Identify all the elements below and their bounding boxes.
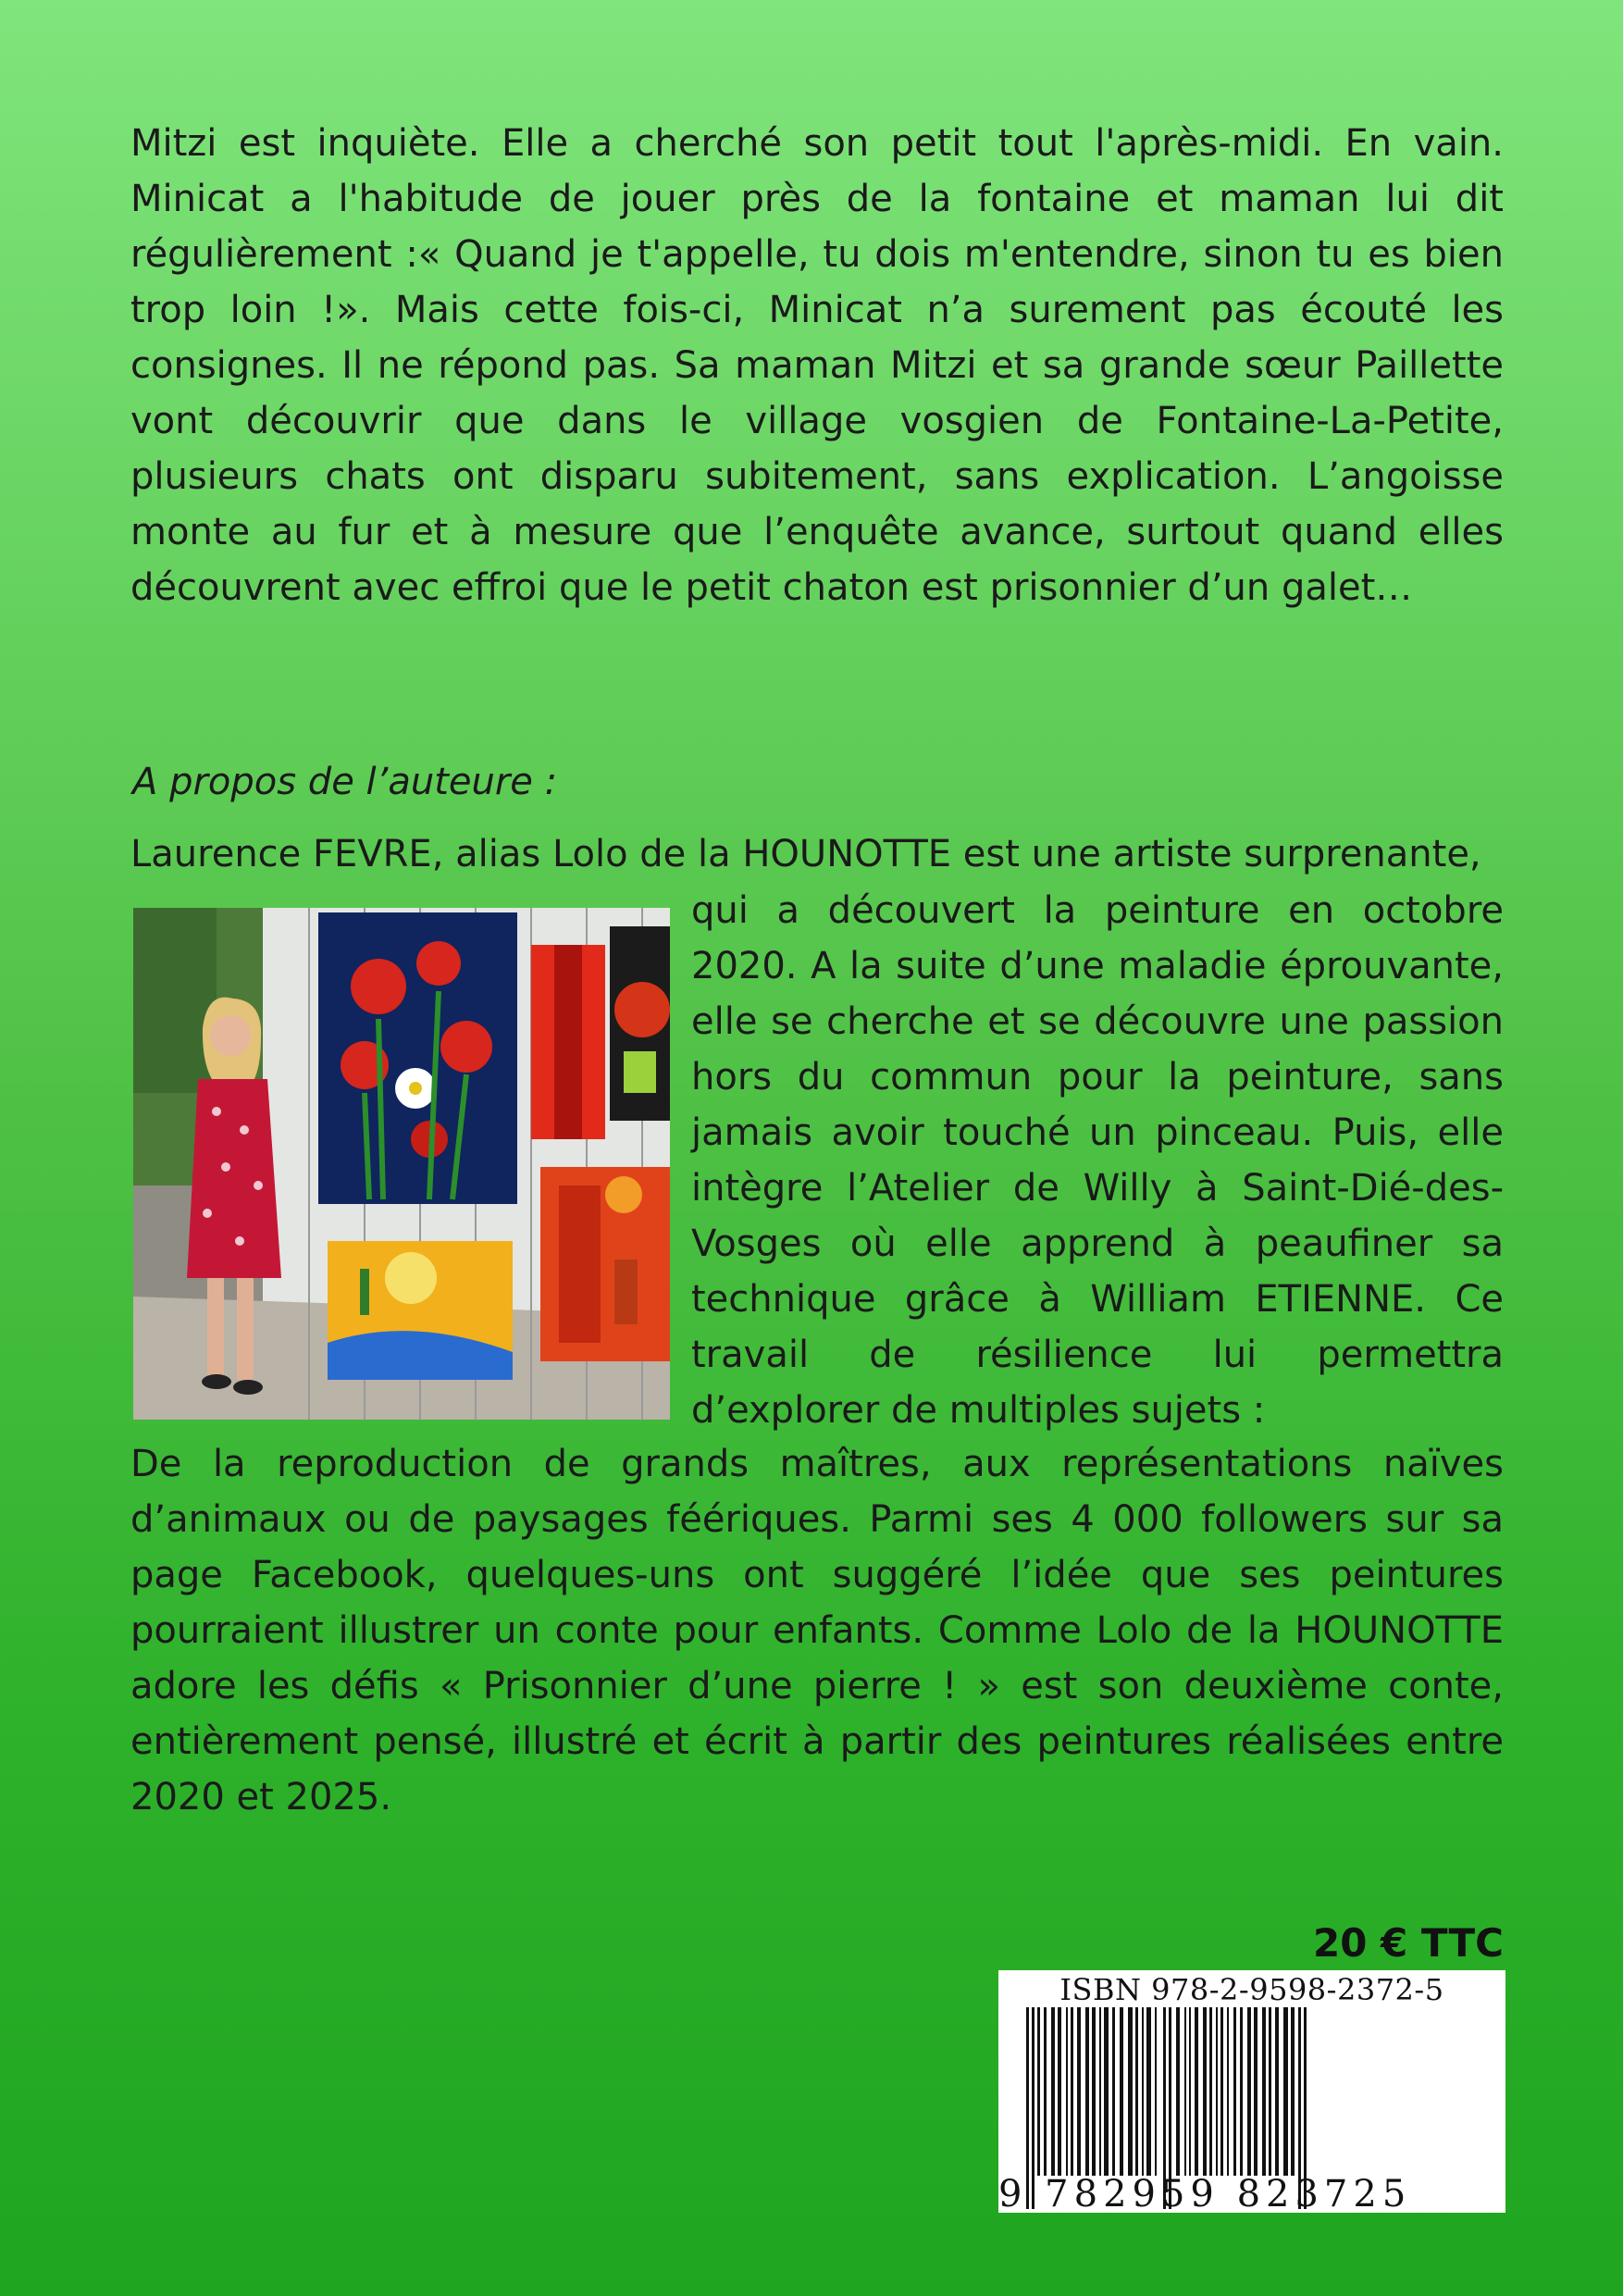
about-author-heading: A propos de l’auteure : bbox=[132, 761, 558, 803]
author-bio-continuation: De la reproduction de grands maîtres, aux représentations naïves d’animaux ou de paysages féériques. Parmi ses 4 000 followers sur sa page Facebook, quelques-uns ont suggéré l’idée que ses peintures pourraient illustrer un conte pour enfants. Comme Lolo de la HOUNOTTE adore les défis « Prisonnier d’une pierre ! » est son deuxième conte, entièrement pensé, illustré et écrit à partir des peintures réalisées entre 2020 et 2025. bbox=[130, 1443, 1504, 1818]
price-label: 20 € TTC bbox=[1312, 1920, 1504, 1966]
synopsis-paragraph: Mitzi est inquiète. Elle a cherché son petit tout l'après-midi. En vain. Minicat a l'habitude de jouer près de la fontaine et maman lui dit régulièrement :« Quand je t'appelle, tu dois m'entendre, sinon tu es bien trop loin !». Mais cette fois-ci, Minicat n’a surement pas écouté les consignes. Il ne répond pas. Sa maman Mitzi et sa grande sœur Paillette vont découvrir que dans le village vosgien de Fontaine-La-Petite, plusieurs chats ont disparu subitement, sans explication. L’angoisse monte au fur et à mesure que l’enquête avance, surtout quand elles découvrent avec effroi que le petit chaton est prisonnier d’un galet… bbox=[130, 122, 1504, 609]
isbn-label: ISBN 978-2-9598-2372-5 bbox=[1059, 1972, 1444, 2007]
author-photo bbox=[133, 908, 670, 1420]
barcode-digits: 9 782959 823725 bbox=[998, 2173, 1412, 2215]
isbn-barcode bbox=[998, 1970, 1505, 2213]
author-intro-line: Laurence FEVRE, alias Lolo de la HOUNOTTE est une artiste surprenante, bbox=[130, 833, 1481, 875]
author-bio-side-text: qui a découvert la peinture en octobre 2020. A la suite d’une maladie éprouvante, elle se cherche et se découvre une passion hors du commun pour la peinture, sans jamais avoir touché un pinceau. Puis, elle intègre l’Atelier de Willy à Saint-Dié-des-Vosges où elle apprend à peaufiner sa technique grâce à William ETIENNE. Ce travail de résilience lui permettra d’explorer de multiples sujets : bbox=[691, 889, 1504, 1432]
